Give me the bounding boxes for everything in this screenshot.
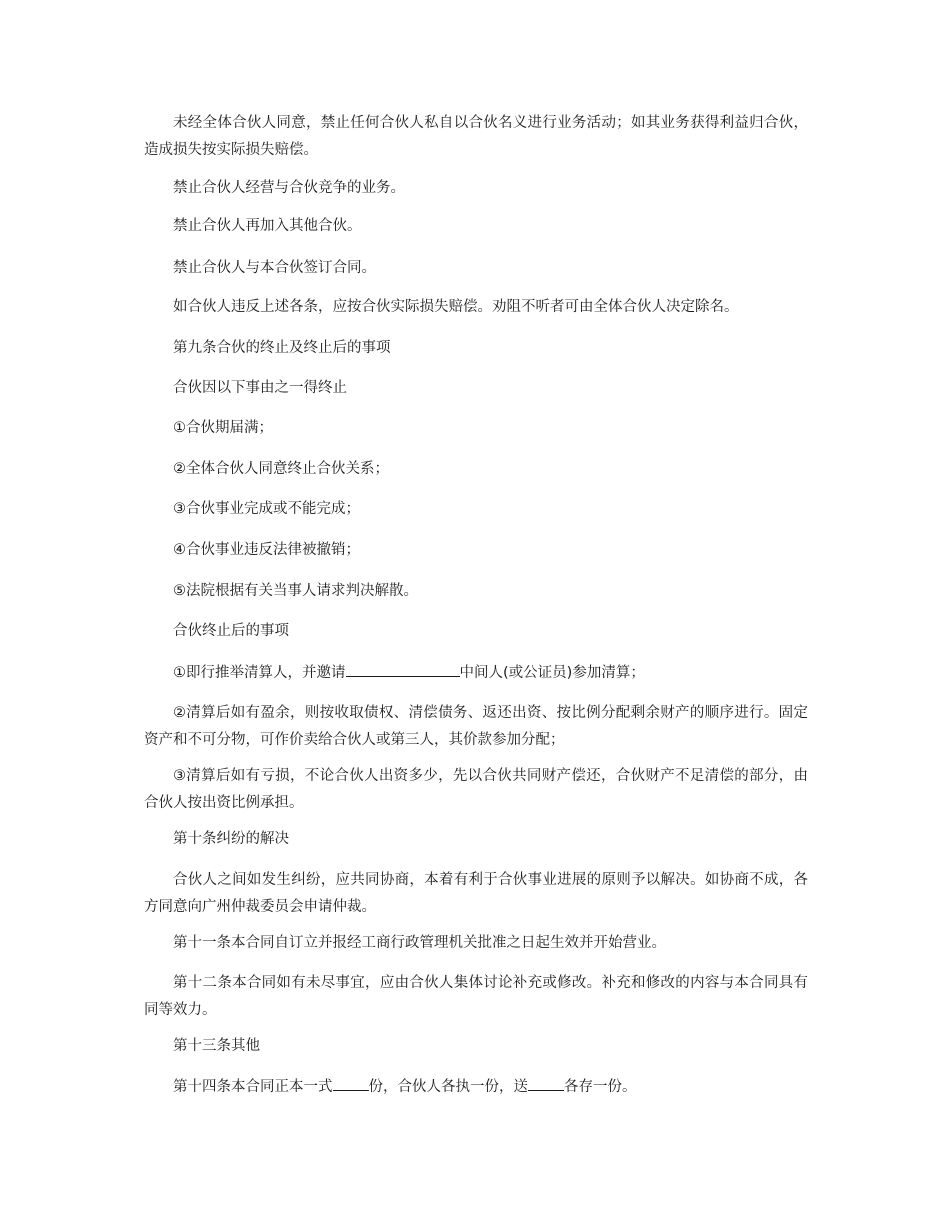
paragraph-last-c: 各存一份。	[564, 1079, 637, 1095]
section-heading-11: 第十一条本合同自订立并报经工商行政管理机关批准之日起生效并开始营业。	[173, 935, 666, 951]
paragraph-last-a: 第十四条本合同正本一式	[173, 1079, 333, 1095]
fill-in-blank	[346, 662, 460, 677]
fill-in-blank-copies	[333, 1076, 369, 1091]
paragraph-3: 禁止合伙人再加入其他合伙。	[173, 218, 362, 234]
section-heading-12: 第十二条本合同如有未尽事宜，应由合伙人集体讨论补充或修改。补充和修改的内容与本合同具有同等效力。	[144, 975, 808, 1018]
paragraph-15: ②清算后如有盈余，则按收取债权、清偿债务、返还出资、按比例分配剩余财产的顺序进行。固定资产和不可分物，可作价卖给合伙人或第三人，其价款参加分配；	[144, 705, 808, 748]
section-heading-13: 第十三条其他	[173, 1038, 260, 1054]
list-item-3: ③合伙事业完成或不能完成；	[173, 501, 360, 517]
paragraph-16: ③清算后如有亏损，不论合伙人出资多少，先以合伙共同财产偿还，合伙财产不足清偿的部分，由合伙人按出资比例承担。	[144, 768, 808, 811]
paragraph-14-after: 中间人(或公证员)参加清算；	[459, 665, 645, 681]
section-heading-9: 第九条合伙的终止及终止后的事项	[173, 340, 391, 356]
paragraph-1: 未经全体合伙人同意，禁止任何合伙人私自以合伙名义进行业务活动；如其业务获得利益归合伙，造成损失按实际损失赔偿。	[144, 115, 808, 158]
paragraph-2: 禁止合伙人经营与合伙竞争的业务。	[173, 180, 405, 196]
paragraph-5: 如合伙人违反上述各条，应按合伙实际损失赔偿。劝阻不听者可由全体合伙人决定除名。	[173, 299, 739, 315]
paragraph-4: 禁止合伙人与本合伙签订合同。	[173, 260, 376, 276]
list-item-2: ②全体合伙人同意终止合伙关系；	[173, 461, 389, 477]
list-item-5: ⑤法院根据有关当事人请求判决解散。	[173, 583, 418, 599]
paragraph-14	[144, 660, 808, 687]
paragraph-last-b: 份，合伙人各执一份，送	[368, 1079, 528, 1095]
paragraph-7: 合伙因以下事由之一得终止	[173, 380, 347, 396]
section-heading-10: 第十条纠纷的解决	[173, 831, 289, 847]
fill-in-blank-recipient	[528, 1076, 564, 1091]
list-item-1: ①合伙期届满；	[173, 420, 273, 436]
paragraph-14-before: ①即行推举清算人，并邀请	[173, 665, 346, 681]
section-heading-14	[144, 1074, 808, 1101]
list-item-4: ④合伙事业违反法律被撤销；	[173, 542, 360, 558]
paragraph-13: 合伙终止后的事项	[173, 623, 289, 639]
paragraph-18: 合伙人之间如发生纠纷，应共同协商，本着有利于合伙事业进展的原则予以解决。如协商不成，各方同意向广州仲裁委员会申请仲裁。	[144, 872, 808, 915]
